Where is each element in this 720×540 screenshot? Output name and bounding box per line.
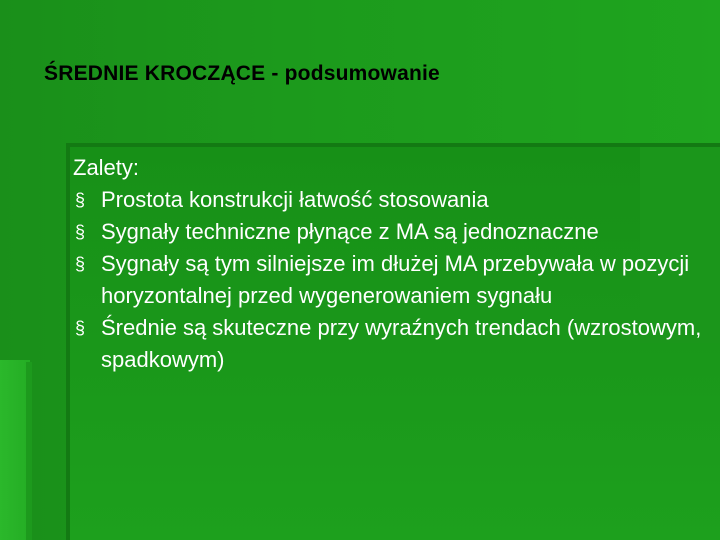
slide-content — [73, 152, 703, 376]
list-item — [73, 312, 703, 376]
slide-title: ŚREDNIE KROCZĄCE - podsumowanie — [44, 62, 440, 85]
list-item-text: Średnie są skuteczne przy wyraźnych trendach (wzrostowym, spadkowym) — [101, 315, 702, 372]
bullet-icon: § — [75, 254, 86, 274]
list-item — [73, 248, 703, 312]
section-heading: Zalety: — [73, 155, 140, 180]
bullet-icon: § — [75, 190, 86, 210]
bullet-icon: § — [75, 222, 86, 242]
list-item — [73, 216, 703, 248]
bullet-list — [73, 184, 703, 376]
list-item-text: Prostota konstrukcji łatwość stosowania — [101, 187, 489, 212]
list-item — [73, 184, 703, 216]
bullet-icon: § — [75, 318, 86, 338]
list-item-text: Sygnały techniczne płynące z MA są jednoznaczne — [101, 219, 599, 244]
list-item-text: Sygnały są tym silniejsze im dłużej MA przebywała w pozycji horyzontalnej przed wygenerowaniem sygnału — [101, 251, 690, 308]
decorative-left-strip-edge — [26, 362, 32, 540]
